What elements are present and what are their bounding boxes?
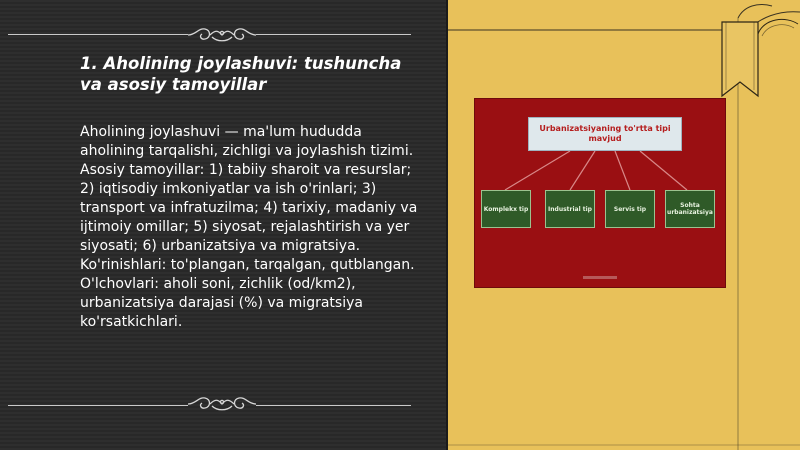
top-rule-left — [8, 34, 188, 35]
diagram-box-sohta: Sohta urbanizatsiya — [665, 190, 715, 228]
bottom-rule-right — [256, 405, 411, 406]
diagram-box-komplex: Komplekx tip — [481, 190, 531, 228]
top-rule-right — [256, 34, 411, 35]
bottom-rule-left — [8, 405, 188, 406]
top-flourish-icon — [186, 24, 258, 46]
slide-body-text: Aholining joylashuvi — ma'lum hududda aholining tarqalishi, zichligi va joylashish tizimi. Asosiy tamoyillar: 1) tabiiy sharoit va resurslar; 2) iqtisodiy imkoniyatlar va ish o'rinlari; 3) transport va infratuzilma; 4) tarixiy, madaniy va ijtimoiy omillar; 5) siyosat, rejalashtirish va yer siyosati; 6) urbanizatsiya va migratsiya. Ko'rinishlari: to'plangan, tarqalgan, qutblangan. O'lchovlari: aholi soni, zichlik (od/km2), urbanizatsiya darajasi (%) va migratsiya ko'rsatkichlari. — [80, 124, 418, 330]
diagram-box-industrial: Industrial tip — [545, 190, 595, 228]
diagram-footer-mark — [583, 276, 617, 279]
diagram-title: Urbanizatsiyaning to'rtta tipi mavjud — [528, 117, 682, 151]
diagram-box-servis: Servis tip — [605, 190, 655, 228]
bottom-flourish-icon — [186, 393, 258, 415]
ribbon-curl-icon — [756, 14, 800, 44]
slide-title: 1. Aholining joylashuvi: tushuncha va asosiy tamoyillar — [80, 54, 402, 94]
urbanization-diagram-image — [475, 99, 725, 287]
